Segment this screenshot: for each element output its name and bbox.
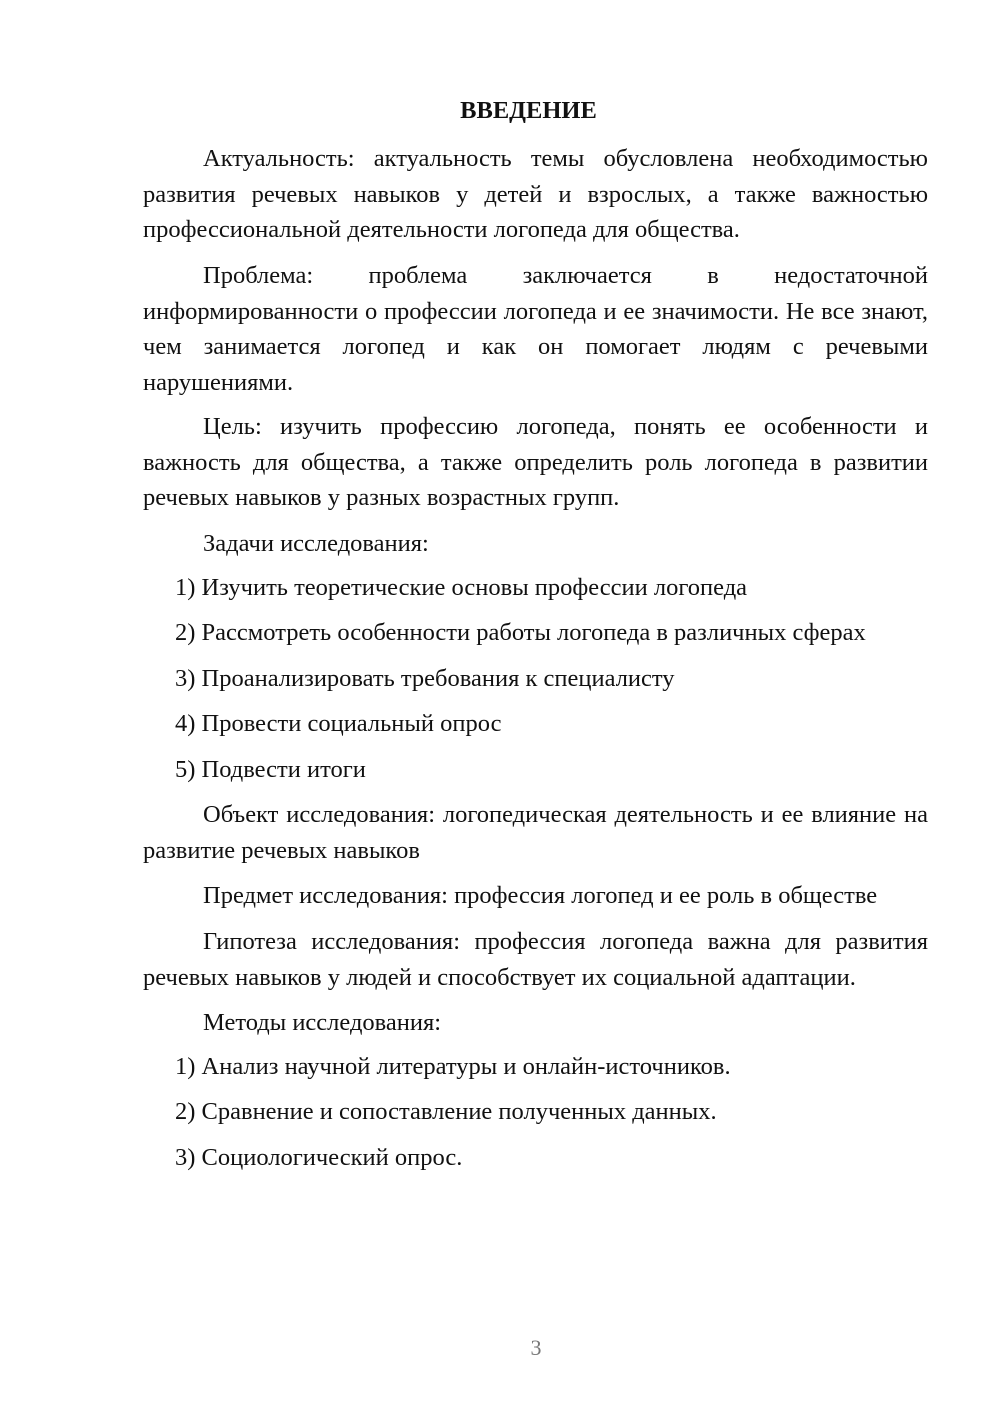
- methods-heading: Методы исследования:: [203, 1009, 442, 1036]
- task-item-3: 3) Проанализировать требования к специалисту: [175, 665, 675, 692]
- tasks-heading: Задачи исследования:: [203, 530, 429, 557]
- paragraph-goal: Цель: изучить профессию логопеда, понять ее особенности и важность для общества, а также определить роль логопеда в развитии речевых навыков у разных возрастных групп.: [143, 413, 928, 511]
- paragraph-hypothesis: Гипотеза исследования: профессия логопеда важна для развития речевых навыков у людей и способствует их социальной адаптации.: [143, 928, 928, 991]
- paragraph-relevance: Актуальность: актуальность темы обусловлена необходимостью развития речевых навыков у детей и взрослых, а также важностью профессиональной деятельности логопеда для общества.: [143, 145, 928, 243]
- task-item-5: 5) Подвести итоги: [175, 756, 366, 783]
- method-item-3: 3) Социологический опрос.: [175, 1144, 463, 1171]
- paragraph-problem: Проблема: проблема заключается в недостаточной информированности о профессии логопеда и ее значимости. Не все знают, чем занимается логопед и как он помогает людям с речевыми нарушениями.: [143, 262, 928, 396]
- method-item-2: 2) Сравнение и сопоставление полученных данных.: [175, 1098, 717, 1125]
- method-item-1: 1) Анализ научной литературы и онлайн-источников.: [175, 1053, 731, 1080]
- paragraph-object: Объект исследования: логопедическая деятельность и ее влияние на развитие речевых навыков: [143, 801, 928, 864]
- task-item-4: 4) Провести социальный опрос: [175, 710, 502, 737]
- task-item-1: 1) Изучить теоретические основы профессии логопеда: [175, 574, 748, 601]
- paragraph-subject: Предмет исследования: профессия логопед и ее роль в обществе: [203, 882, 878, 909]
- page-number: 3: [530, 1335, 542, 1360]
- section-heading: ВВЕДЕНИЕ: [460, 97, 597, 124]
- task-item-2: 2) Рассмотреть особенности работы логопеда в различных сферах: [175, 619, 866, 646]
